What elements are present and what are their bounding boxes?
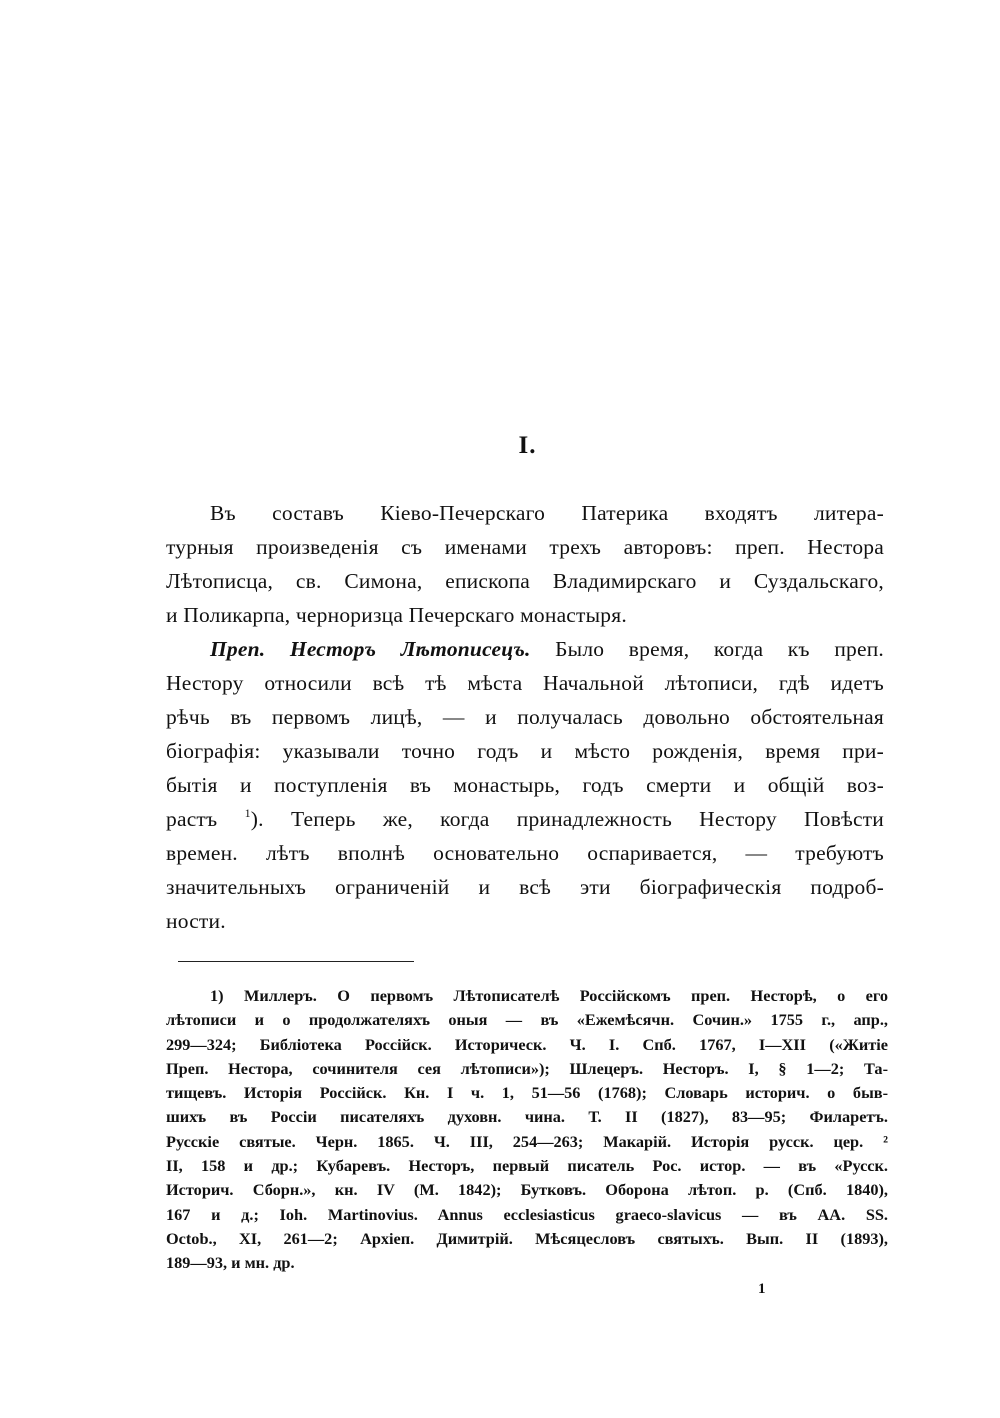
footnote-divider [178, 961, 414, 962]
footnote-line: 167 и д.; Ioh. Martinovius. Annus ecclesiasticus graeco-slavicus — въ AA. SS. [166, 1204, 888, 1224]
footnote-line: II, 158 и др.; Кубаревъ. Несторъ, первый писатель Рос. истор. — въ «Русск. [166, 1156, 888, 1176]
printer-signature-mark: 1 [758, 1281, 766, 1297]
text-line: значительныхъ ограниченій и всѣ эти біографическія подроб- [166, 875, 884, 899]
text-line: турныя произведенія съ именами трехъ авторовъ: преп. Нестора [166, 535, 884, 559]
main-text [166, 496, 884, 938]
footnote-line: Русскіе святые. Черн. 1865. Ч. III, 254—263; Макарій. Исторія русск. цер. ² [166, 1131, 888, 1151]
footnote-line: Octob., XI, 261—2; Архіеп. Димитрій. Мѣсяцесловъ святыхъ. Вып. II (1893), [166, 1228, 888, 1248]
text-span: ). Теперь же, когда принадлежность Нестору Повѣсти [250, 807, 884, 831]
text-span: Было время, когда къ преп. [530, 637, 884, 661]
text-line [166, 632, 884, 666]
footnote-line: 1) Миллеръ. О первомъ Лѣтописателѣ Россійскомъ преп. Несторѣ, о его [210, 986, 888, 1005]
footnote-line: 189—93, и мн. др. [166, 1253, 295, 1273]
text-line: біографія: указывали точно годъ и мѣсто рожденія, время при- [166, 739, 884, 763]
footnote-line: лѣтописи и о продолжателяхъ оныя — въ «Ежемѣсячн. Сочин.» 1755 г., апр., [166, 1010, 888, 1030]
text-line: и Поликарпа, черноризца Печерскаго монастыря. [166, 603, 627, 627]
text-span: растъ [166, 807, 245, 831]
chapter-number: I. [518, 432, 537, 459]
text-line: Лѣтописца, св. Симона, епископа Владимирскаго и Суздальскаго, [166, 569, 884, 593]
text-line: ности. [166, 909, 226, 933]
footnote-line: Преп. Нестора, сочинителя сея лѣтописи»); Шлецеръ. Несторъ. I, § 1—2; Та- [166, 1058, 888, 1078]
footnote-line: 299—324; Библіотека Россійск. Историческ. Ч. I. Спб. 1767, I—XII («Житіе [166, 1034, 888, 1054]
text-line [166, 802, 884, 836]
footnote-line: шихъ въ Россіи писателяхъ духовн. чина. Т. II (1827), 83—95; Филаретъ. [166, 1107, 888, 1127]
text-line: времен. лѣтъ вполнѣ основательно оспаривается, — требуютъ [166, 841, 884, 865]
section-heading-inline: Преп. Несторъ Лѣтописецъ. [210, 637, 531, 661]
footnote-line: тищевъ. Исторія Россійск. Кн. I ч. 1, 51—56 (1768); Словарь историч. о быв- [166, 1083, 888, 1103]
footnote-line: Историч. Сборн.», кн. IV (М. 1842); Бутковъ. Оборона лѣтоп. р. (Спб. 1840), [166, 1180, 888, 1200]
text-line: бытія и поступленія въ монастырь, годъ смерти и общій воз- [166, 773, 884, 797]
text-line: рѣчь въ первомъ лицѣ, — и получалась довольно обстоятельная [166, 705, 884, 729]
footnotes [166, 984, 888, 1276]
text-line: Въ составъ Кіево-Печерскаго Патерика входятъ литера- [210, 501, 884, 525]
text-line: Нестору относили всѣ тѣ мѣста Начальной лѣтописи, гдѣ идетъ [166, 671, 884, 695]
footnote-reference: 1 [244, 806, 251, 820]
